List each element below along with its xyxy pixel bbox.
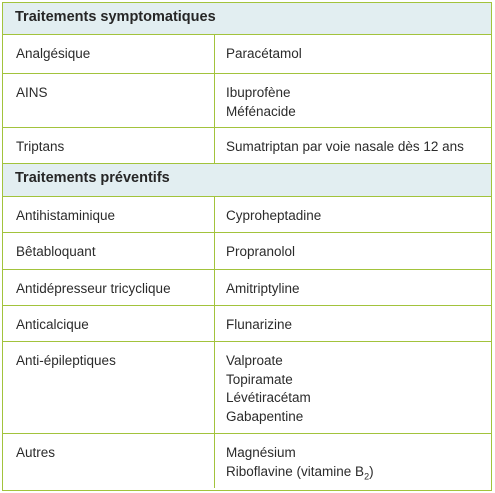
table-row [3,434,491,488]
drug-name: Valproate [226,353,283,368]
drug-cell [215,35,491,73]
drug-name: Magnésium [226,445,296,460]
table-row [3,197,491,233]
drug-cell [215,270,491,305]
drug-name: Amitriptyline [226,281,300,296]
drug-cell [215,434,491,488]
drug-name-prefix: Riboflavine (vitamine B [226,463,365,479]
category-cell: Antihistaminique [3,197,215,232]
category-cell: Anti-épileptiques [3,342,215,433]
category-cell: Antidépresseur tricyclique [3,270,215,305]
table-row [3,233,491,270]
drug-name: Paracétamol [226,46,302,61]
vitamin-subscript: 2 [364,471,370,482]
drug-name: Propranolol [226,244,296,259]
table-row [3,306,491,342]
table-row [3,270,491,306]
drug-cell [215,306,491,341]
drug-name: Méfénacide [226,103,296,119]
table-row [3,342,491,434]
drug-name: Flunarizine [226,317,293,332]
table-row [3,35,491,74]
category-cell: AINS [3,74,215,127]
drug-cell [215,342,491,433]
drug-name: Cyproheptadine [226,208,322,223]
treatment-table [2,2,492,491]
drug-cell [215,128,491,163]
drug-name-riboflavine [226,463,491,482]
drug-name: Ibuprofène [226,85,291,100]
drug-cell [215,233,491,269]
table-row [3,74,491,128]
table-row [3,128,491,163]
drug-name: Gabapentine [226,408,304,424]
section-header-symptomatic: Traitements symptomatiques [3,3,491,35]
category-cell: Analgésique [3,35,215,73]
category-cell: Triptans [3,128,215,163]
category-cell: Anticalcique [3,306,215,341]
drug-name: Sumatriptan par voie nasale dès 12 ans [226,139,464,154]
drug-cell [215,197,491,232]
drug-name: Lévétiracétam [226,390,311,405]
section-header-preventive: Traitements préventifs [3,163,491,197]
drug-cell [215,74,491,127]
category-cell: Bêtabloquant [3,233,215,269]
drug-name-suffix: ) [369,463,374,479]
category-cell: Autres [3,434,215,488]
drug-name: Topiramate [226,371,293,387]
